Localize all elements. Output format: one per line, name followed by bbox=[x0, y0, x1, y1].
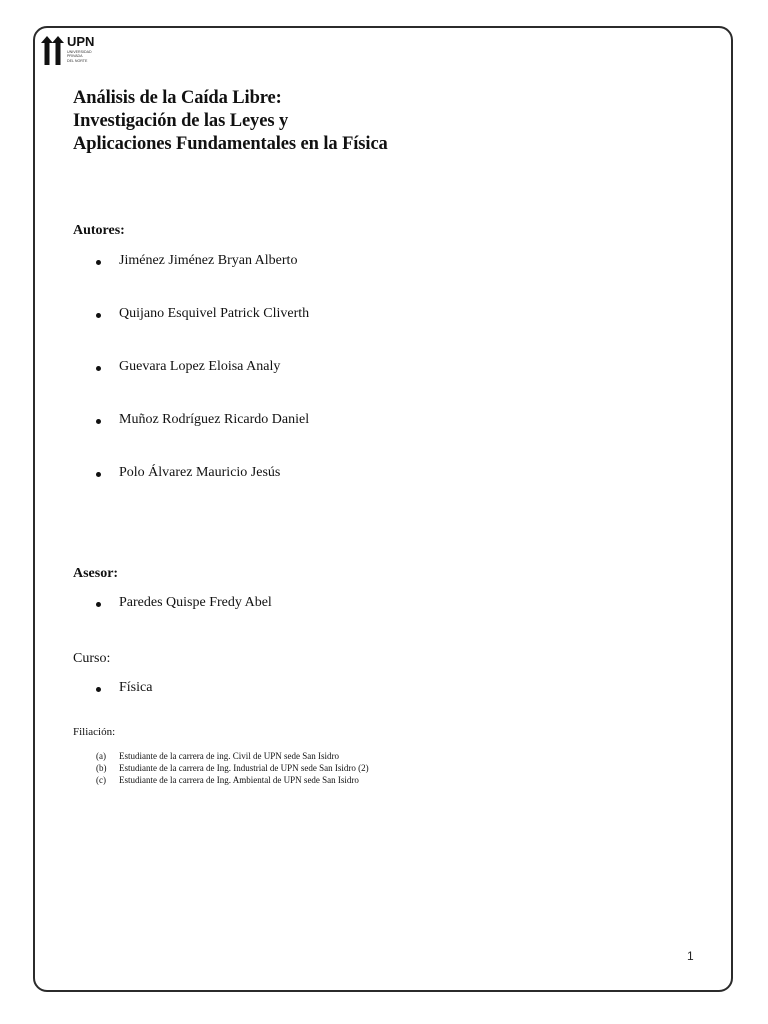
author-item: Polo Álvarez Mauricio Jesús bbox=[95, 465, 309, 481]
document-title bbox=[73, 87, 388, 156]
filiacion-item: (c) Estudiante de la carrera de Ing. Ambiental de UPN sede San Isidro bbox=[96, 775, 359, 785]
autores-heading: Autores: bbox=[73, 223, 125, 238]
curso-heading: Curso: bbox=[73, 651, 111, 666]
logo-wordmark: UPN bbox=[67, 34, 95, 49]
title-line: Investigación de las Leyes y bbox=[73, 111, 289, 131]
filiacion-list bbox=[96, 750, 369, 786]
asesor-item: Paredes Quispe Fredy Abel bbox=[95, 595, 272, 611]
curso-list bbox=[95, 680, 152, 696]
upn-logo bbox=[40, 34, 100, 70]
author-item: Guevara Lopez Eloisa Analy bbox=[95, 359, 309, 375]
filiacion-heading: Filiación: bbox=[73, 726, 116, 738]
asesor-heading: Asesor: bbox=[73, 566, 119, 581]
page-frame bbox=[33, 26, 733, 992]
filiacion-item: (b) Estudiante de la carrera de Ing. Industrial de UPN sede San Isidro (2) bbox=[96, 763, 369, 773]
author-item: Muñoz Rodríguez Ricardo Daniel bbox=[95, 412, 309, 428]
upn-arrow-icon bbox=[40, 34, 66, 66]
curso-item: Física bbox=[95, 680, 152, 696]
title-line: Aplicaciones Fundamentales en la Física bbox=[73, 134, 388, 154]
title-line: Análisis de la Caída Libre: bbox=[73, 88, 282, 108]
asesor-list bbox=[95, 595, 272, 611]
autores-list bbox=[95, 253, 309, 481]
filiacion-item: (a) Estudiante de la carrera de ing. Civil de UPN sede San Isidro bbox=[96, 751, 339, 761]
page-number: 1 bbox=[687, 949, 694, 963]
author-item: Jiménez Jiménez Bryan Alberto bbox=[95, 253, 309, 269]
author-item: Quijano Esquivel Patrick Cliverth bbox=[95, 306, 309, 322]
logo-subtitle: UNIVERSIDAD PRIVADA DEL NORTE bbox=[67, 50, 92, 63]
